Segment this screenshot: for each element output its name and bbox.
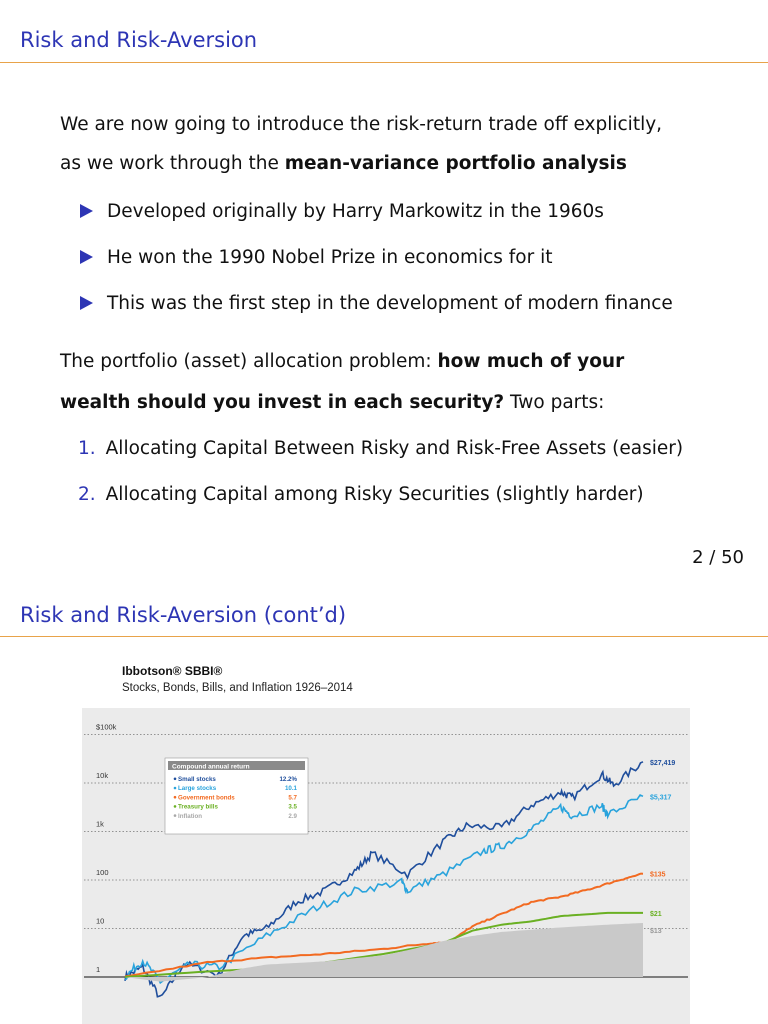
triangle-bullet-icon: [80, 250, 93, 264]
legend-marker: [174, 796, 177, 799]
legend-series-value: 2.9: [288, 812, 297, 820]
enum-text: Allocating Capital among Risky Securities (slightly harder): [105, 484, 644, 505]
series-end-label: $135: [650, 871, 666, 879]
enumerated-item: [78, 438, 683, 459]
slide-2: [0, 590, 768, 1024]
y-tick-label: 1: [96, 965, 101, 974]
problem-line-2: [60, 394, 604, 413]
triangle-bullet-icon: [80, 296, 93, 310]
series-end-label: $5,317: [650, 794, 672, 802]
problem-bold-text: how much of your: [437, 351, 625, 372]
legend-title: Compound annual return: [172, 763, 250, 771]
chart-title: Ibbotson® SBBI®: [122, 664, 223, 678]
legend-series-name: Treasury bills: [178, 803, 218, 811]
frame-title: Risk and Risk-Aversion: [20, 28, 258, 52]
legend-series-name: Inflation: [178, 812, 203, 820]
legend-series-name: Large stocks: [178, 785, 217, 793]
problem-text: The portfolio (asset) allocation problem:: [60, 351, 438, 372]
legend-series-value: 5.7: [288, 794, 297, 802]
legend-series-name: Government bonds: [178, 794, 235, 802]
intro-text: as we work through the: [60, 153, 285, 174]
triangle-bullet-icon: [80, 204, 93, 218]
series-end-label: $21: [650, 910, 662, 918]
frame-title: Risk and Risk-Aversion (cont’d): [20, 603, 347, 627]
problem-bold-text: wealth should you invest in each security?: [60, 392, 505, 413]
problem-suffix: Two parts:: [504, 392, 605, 413]
series-end-label: $13: [650, 927, 662, 935]
y-tick-label: 1k: [96, 819, 104, 829]
bullet-item: [80, 247, 553, 268]
chart: [0, 590, 768, 1024]
legend-series-value: 10.1: [284, 785, 297, 793]
page-number: 2 / 50: [692, 547, 744, 568]
legend-series-value: 12.2%: [279, 776, 297, 783]
enum-number: 2.: [78, 484, 96, 505]
enum-text: Allocating Capital Between Risky and Risk-Free Assets (easier): [105, 438, 684, 459]
legend-marker: [174, 814, 177, 817]
legend-marker: [174, 805, 177, 808]
enumerated-item: [78, 484, 644, 505]
y-tick-label: 10k: [96, 771, 109, 780]
legend-marker: [174, 787, 177, 790]
y-tick-label: 10: [96, 916, 105, 926]
bullet-text: This was the first step in the development of modern finance: [107, 293, 673, 314]
legend-marker: [174, 778, 177, 781]
bullet-item: [80, 201, 604, 222]
bullet-text: Developed originally by Harry Markowitz in the 1960s: [107, 201, 604, 222]
y-tick-label: 100: [96, 868, 109, 877]
series-end-label: $27,419: [650, 759, 676, 767]
enum-number: 1.: [78, 438, 96, 459]
bullet-item: [80, 293, 673, 314]
problem-line-1: [60, 353, 624, 372]
intro-line-1: We are now going to introduce the risk-return trade off explicitly,: [60, 114, 663, 135]
chart-subtitle: Stocks, Bonds, Bills, and Inflation 1926–2014: [122, 682, 353, 694]
y-tick-label: $100k: [96, 722, 117, 732]
title-rule: [0, 62, 768, 63]
legend-series-value: 3.5: [288, 803, 297, 811]
intro-line-2: [60, 155, 627, 174]
bullet-text: He won the 1990 Nobel Prize in economics for it: [107, 247, 553, 268]
intro-bold-text: mean-variance portfolio analysis: [284, 153, 627, 174]
legend-series-name: Small stocks: [178, 776, 216, 783]
